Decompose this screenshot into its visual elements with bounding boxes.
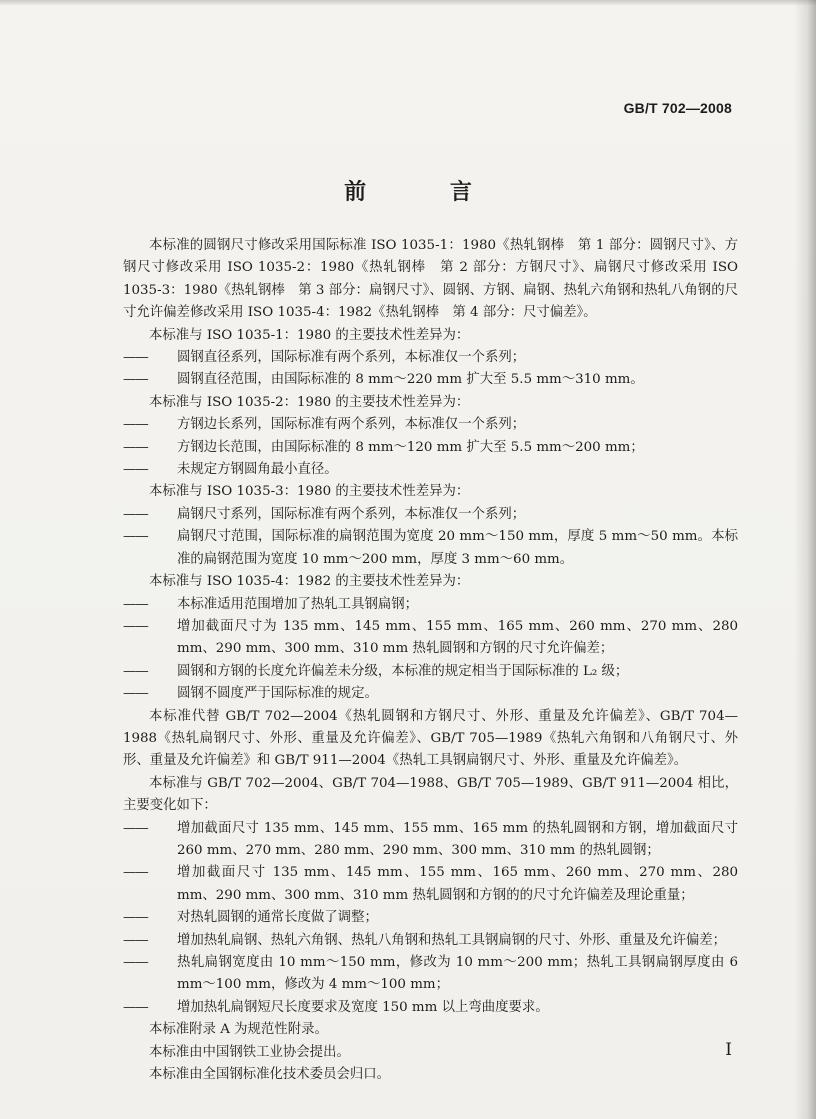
- list-item-text: 本标准适用范围增加了热轧工具钢扁钢；: [177, 596, 419, 612]
- page-title: 前 言: [344, 179, 510, 205]
- list-dash: ——: [123, 417, 148, 433]
- list-dash: ——: [123, 932, 148, 948]
- list-item-text: 方钢边长范围，由国际标准的 8 mm～120 mm 扩大至 5.5 mm～200 mm；: [177, 439, 644, 455]
- paragraph: 本标准与 ISO 1035-2：1980 的主要技术性差异为：: [149, 394, 470, 410]
- list-item-text: 扁钢尺寸范围，国际标准的扁钢范围为宽度 20 mm～150 mm，厚度 5 mm～50 mm。本标准的扁钢范围为宽度 10 mm～200 mm，厚度 3 mm～60 mm。: [177, 529, 738, 567]
- paragraph: 本标准与 GB/T 702—2004、GB/T 704—1988、GB/T 705—1989、GB/T 911—2004 相比，主要变化如下：: [123, 775, 738, 814]
- list-item-text: 圆钢直径系列，国际标准有两个系列，本标准仅一个系列；: [177, 350, 526, 366]
- document-body: [123, 235, 738, 1086]
- list-item-text: 方钢边长系列，国际标准有两个系列，本标准仅一个系列；: [177, 417, 526, 433]
- list-dash: ——: [123, 462, 148, 478]
- list-dash: ——: [123, 865, 148, 881]
- list-dash: ——: [123, 439, 148, 455]
- list-item-text: 扁钢尺寸系列，国际标准有两个系列，本标准仅一个系列；: [177, 506, 526, 522]
- list-dash: ——: [123, 350, 148, 366]
- list-item-text: 增加截面尺寸为 135 mm、145 mm、155 mm、165 mm、260 mm、270 mm、280 mm、290 mm、300 mm、310 mm 热轧圆钢和方钢的尺寸允许偏差；: [177, 618, 738, 657]
- list-dash: ——: [123, 686, 148, 702]
- dash-list-item: [123, 459, 738, 481]
- list-item-text: 增加热轧扁钢短尺长度要求及宽度 150 mm 以上弯曲度要求。: [177, 999, 549, 1015]
- dash-list-item: [123, 414, 738, 436]
- list-item-text: 圆钢不圆度严于国际标准的规定。: [177, 686, 378, 702]
- dash-list-item: [123, 683, 738, 705]
- list-dash: ——: [123, 596, 148, 612]
- page-number: I: [725, 1040, 732, 1060]
- scan-shadow-right: [794, 0, 816, 1119]
- dash-list-item: [123, 504, 738, 526]
- list-dash: ——: [123, 618, 148, 634]
- paragraph: 本标准与 ISO 1035-4：1982 的主要技术性差异为：: [149, 574, 470, 590]
- dash-list-item: [123, 907, 738, 929]
- dash-list-item: [123, 862, 738, 907]
- dash-list-item: [123, 437, 738, 459]
- dash-list-item: [123, 997, 738, 1019]
- dash-list-item: [123, 616, 738, 661]
- dash-list-item: [123, 818, 738, 863]
- paragraph: 本标准与 ISO 1035-1：1980 的主要技术性差异为：: [149, 327, 470, 343]
- paragraph: 本标准由中国钢铁工业协会提出。: [149, 1044, 350, 1060]
- list-item-text: 热轧扁钢宽度由 10 mm～150 mm，修改为 10 mm～200 mm；热轧工具钢扁钢厚度由 6 mm～100 mm，修改为 4 mm～100 mm；: [177, 955, 738, 993]
- paragraph: 本标准的圆钢尺寸修改采用国际标准 ISO 1035-1：1980《热轧钢棒 第 1 部分：圆钢尺寸》、方钢尺寸修改采用 ISO 1035-2：1980《热轧钢棒 第 2 部分：方钢尺寸》、扁钢尺寸修改采用 ISO 1035-3：1980《热轧钢棒 第 3 部分：扁钢尺寸》、圆钢、方钢、扁钢、热轧六角钢和热轧八角钢的尺寸允许偏差修改采用 ISO 1035-4：1982《热轧钢棒 第 4 部分：尺寸偏差》。: [123, 238, 738, 321]
- list-item-text: 对热轧圆钢的通常长度做了调整；: [177, 910, 378, 926]
- list-dash: ——: [123, 910, 148, 926]
- list-item-text: 圆钢和方钢的长度允许偏差未分级，本标准的规定相当于国际标准的 L₂ 级；: [177, 663, 629, 679]
- list-dash: ——: [123, 506, 148, 522]
- list-dash: ——: [123, 529, 148, 545]
- list-dash: ——: [123, 999, 148, 1015]
- paragraph: 本标准由全国钢标准化技术委员会归口。: [149, 1067, 391, 1083]
- list-item-text: 圆钢直径范围，由国际标准的 8 mm～220 mm 扩大至 5.5 mm～310 mm。: [177, 372, 644, 388]
- list-item-text: 增加热轧扁钢、热轧六角钢、热轧八角钢和热轧工具钢扁钢的尺寸、外形、重量及允许偏差；: [177, 932, 727, 948]
- paragraph: 本标准与 ISO 1035-3：1980 的主要技术性差异为：: [149, 484, 470, 500]
- dash-list-item: [123, 369, 738, 391]
- paragraph: 本标准附录 A 为规范性附录。: [149, 1022, 328, 1038]
- list-dash: ——: [123, 663, 148, 679]
- dash-list-item: [123, 526, 738, 571]
- dash-list-item: [123, 930, 738, 952]
- dash-list-item: [123, 594, 738, 616]
- dash-list-item: [123, 661, 738, 683]
- list-dash: ——: [123, 820, 148, 836]
- list-item-text: 增加截面尺寸 135 mm、145 mm、155 mm、165 mm、260 mm、270 mm、280 mm、290 mm、300 mm、310 mm 热轧圆钢和方钢的的尺寸允许偏差及理论重量；: [177, 865, 738, 903]
- standard-number: GB/T 702—2008: [623, 100, 732, 116]
- list-dash: ——: [123, 372, 148, 388]
- list-dash: ——: [123, 955, 148, 970]
- dash-list-item: [123, 347, 738, 369]
- scan-shadow-top: [0, 0, 816, 6]
- paragraph: 本标准代替 GB/T 702—2004《热轧圆钢和方钢尺寸、外形、重量及允许偏差》、GB/T 704—1988《热轧扁钢尺寸、外形、重量及允许偏差》、GB/T 705—1989《热轧六角钢和八角钢尺寸、外形、重量及允许偏差》和 GB/T 911—2004《热轧工具钢扁钢尺寸、外形、重量及允许偏差》。: [123, 708, 738, 769]
- list-item-text: 增加截面尺寸 135 mm、145 mm、155 mm、165 mm 的热轧圆钢和方钢，增加截面尺寸 260 mm、270 mm、280 mm、290 mm、300 mm、310 mm 的热轧圆钢；: [177, 820, 738, 858]
- dash-list-item: [123, 952, 738, 997]
- list-item-text: 未规定方钢圆角最小直径。: [177, 462, 338, 478]
